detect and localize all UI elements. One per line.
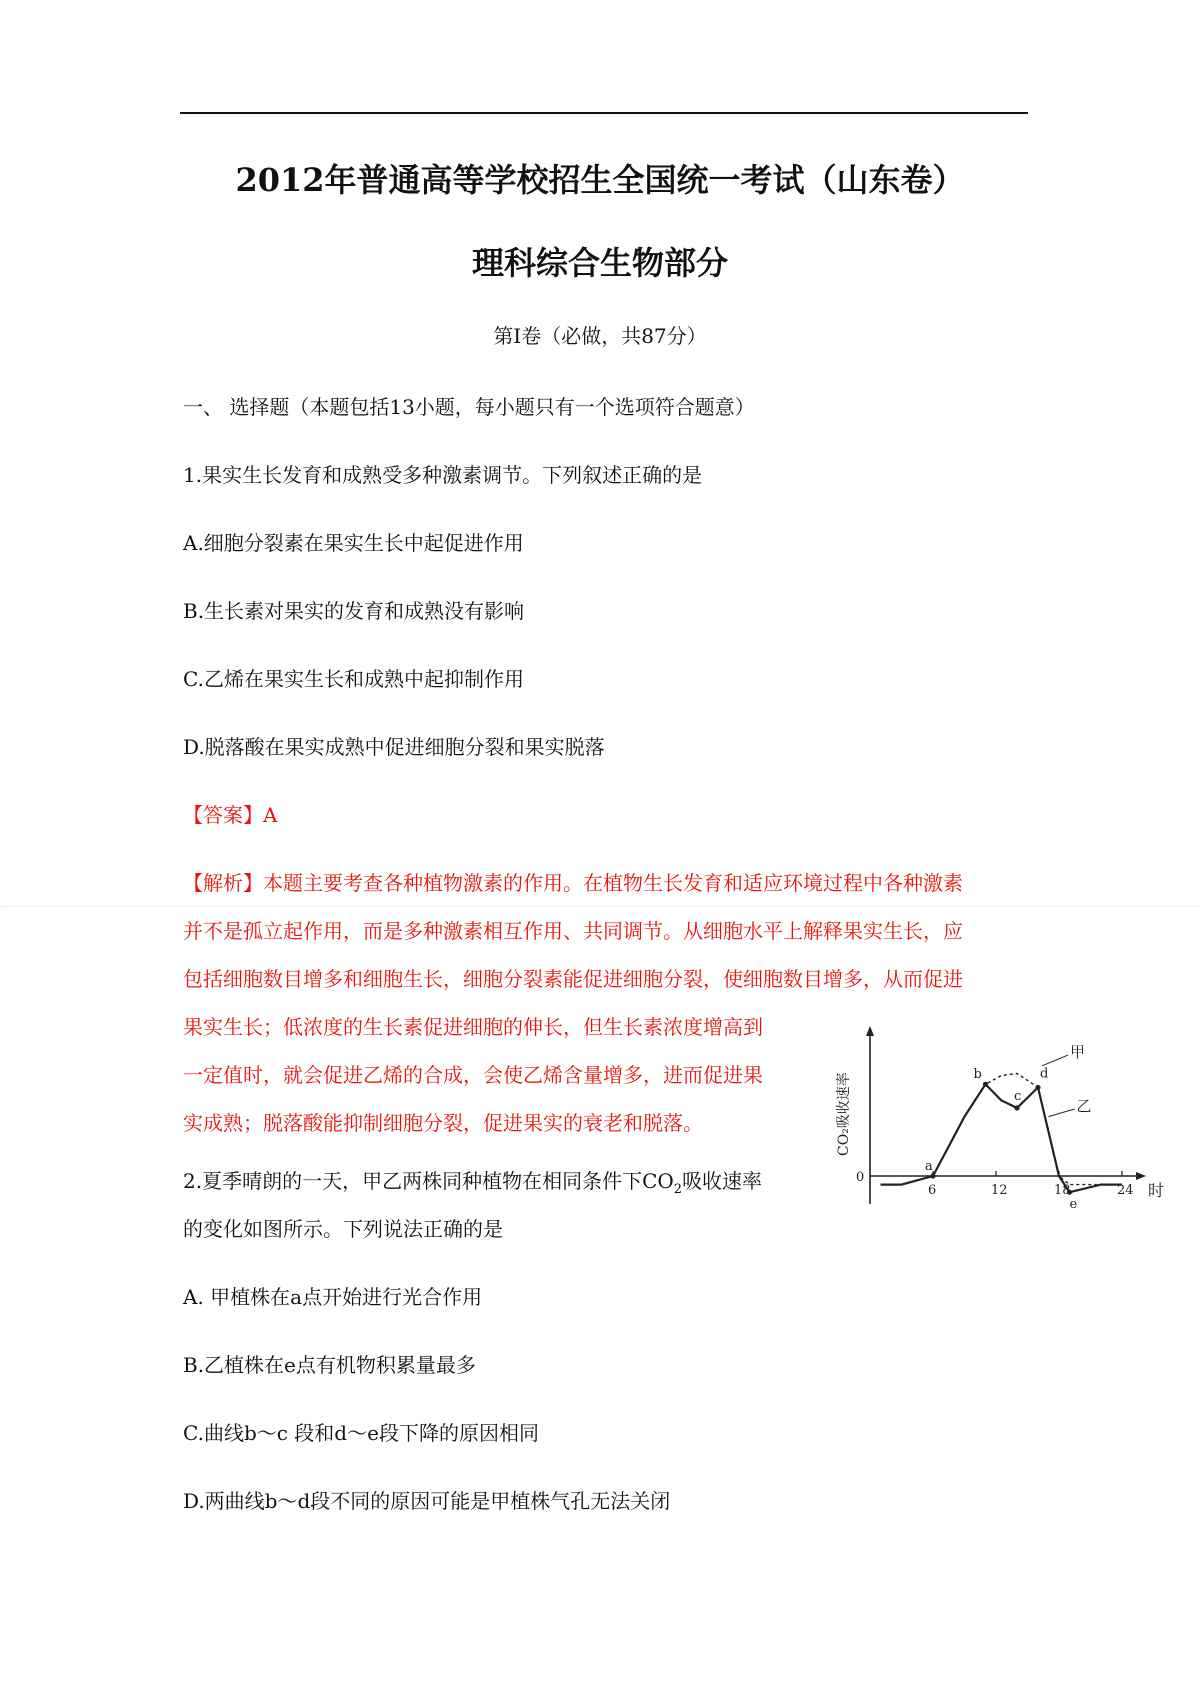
q1-stem: 1.果实生长发育和成熟受多种激素调节。下列叙述正确的是 bbox=[183, 463, 703, 487]
point-d bbox=[1035, 1085, 1040, 1090]
co2-chart-svg bbox=[826, 1020, 1165, 1240]
q2-stem-subscript: 2 bbox=[673, 1182, 683, 1197]
x-tick-label: 6 bbox=[928, 1183, 937, 1198]
q1-option-c: C.乙烯在果实生长和成熟中起抑制作用 bbox=[183, 667, 524, 691]
series-label-jia: 甲 bbox=[1070, 1043, 1086, 1062]
yi-leader-line bbox=[1049, 1109, 1075, 1117]
x-axis-arrow bbox=[1136, 1172, 1146, 1180]
y-axis-arrow bbox=[866, 1026, 874, 1036]
q2-option-c: C.曲线b～c 段和d～e段下降的原因相同 bbox=[183, 1421, 539, 1445]
point-label-c: c bbox=[1014, 1088, 1022, 1104]
q1-analysis-line: 一定值时，就会促进乙烯的合成，会使乙烯含量增多，进而促进果 bbox=[183, 1063, 763, 1087]
q1-option-d: D.脱落酸在果实成熟中促进细胞分裂和果实脱落 bbox=[183, 735, 605, 759]
y-axis-label: CO₂吸收速率 bbox=[836, 1072, 852, 1156]
q1-analysis-line: 【解析】本题主要考查各种植物激素的作用。在植物生长发育和适应环境过程中各种激素 bbox=[183, 871, 963, 895]
q2-stem-text: 2.夏季晴朗的一天，甲乙两株同种植物在相同条件下CO bbox=[183, 1169, 674, 1193]
chart-axes bbox=[866, 1026, 1146, 1204]
x-tick-label: 24 bbox=[1117, 1183, 1134, 1198]
chart-text bbox=[835, 1043, 1164, 1212]
q1-answer: 【答案】A bbox=[183, 803, 278, 827]
point-b bbox=[983, 1082, 988, 1087]
point-a bbox=[930, 1173, 935, 1178]
point-label-a: a bbox=[925, 1159, 933, 1174]
point-c bbox=[1014, 1105, 1019, 1110]
x-tick-label: 18 bbox=[1054, 1183, 1071, 1198]
point-label-e: e bbox=[1069, 1197, 1078, 1213]
q2-option-d: D.两曲线b～d段不同的原因可能是甲植株气孔无法关闭 bbox=[183, 1489, 671, 1513]
q2-stem-line2: 的变化如图所示。下列说法正确的是 bbox=[183, 1217, 503, 1241]
x-unit-label: 时 bbox=[1148, 1181, 1165, 1200]
q1-analysis-line: 实成熟；脱落酸能抑制细胞分裂，促进果实的衰老和脱落。 bbox=[183, 1111, 703, 1135]
series-jia-line bbox=[881, 1073, 1123, 1184]
exam-subtitle: 理科综合生物部分 bbox=[471, 244, 728, 282]
chart-marks bbox=[881, 1055, 1123, 1195]
origin-label: 0 bbox=[856, 1170, 865, 1185]
q1-analysis-line: 包括细胞数目增多和细胞生长，细胞分裂素能促进细胞分裂，使细胞数目增多，从而促进 bbox=[183, 967, 963, 991]
series-label-yi: 乙 bbox=[1076, 1097, 1092, 1116]
section-heading: 一、 选择题（本题包括13小题，每小题只有一个选项符合题意） bbox=[183, 395, 755, 419]
q1-option-b: B.生长素对果实的发育和成熟没有影响 bbox=[183, 599, 525, 623]
q2-stem bbox=[183, 1167, 762, 1204]
q1-analysis-line: 果实生长；低浓度的生长素促进细胞的伸长，但生长素浓度增高到 bbox=[183, 1015, 763, 1039]
q2-option-b: B.乙植株在e点有机物积累量最多 bbox=[183, 1353, 476, 1377]
part-label: 第Ⅰ卷（必做，共87分） bbox=[493, 324, 707, 348]
page-break-line bbox=[0, 906, 1200, 907]
q1-option-a: A.细胞分裂素在果实生长中起促进作用 bbox=[183, 531, 524, 555]
point-label-d: d bbox=[1040, 1066, 1049, 1082]
x-tick-label: 12 bbox=[991, 1183, 1008, 1198]
co2-absorption-figure bbox=[826, 1020, 1165, 1240]
q1-analysis-line: 并不是孤立起作用，而是多种激素相互作用、共同调节。从细胞水平上解释果实生长，应 bbox=[183, 919, 963, 943]
q2-option-a: A. 甲植株在a点开始进行光合作用 bbox=[183, 1285, 483, 1309]
point-label-b: b bbox=[973, 1067, 982, 1083]
exam-title: 2012年普通高等学校招生全国统一考试（山东卷） bbox=[235, 161, 965, 199]
header-rule bbox=[180, 112, 1028, 114]
jia-leader-line bbox=[1042, 1055, 1068, 1066]
q2-stem-text-end: 吸收速率 bbox=[682, 1169, 763, 1193]
